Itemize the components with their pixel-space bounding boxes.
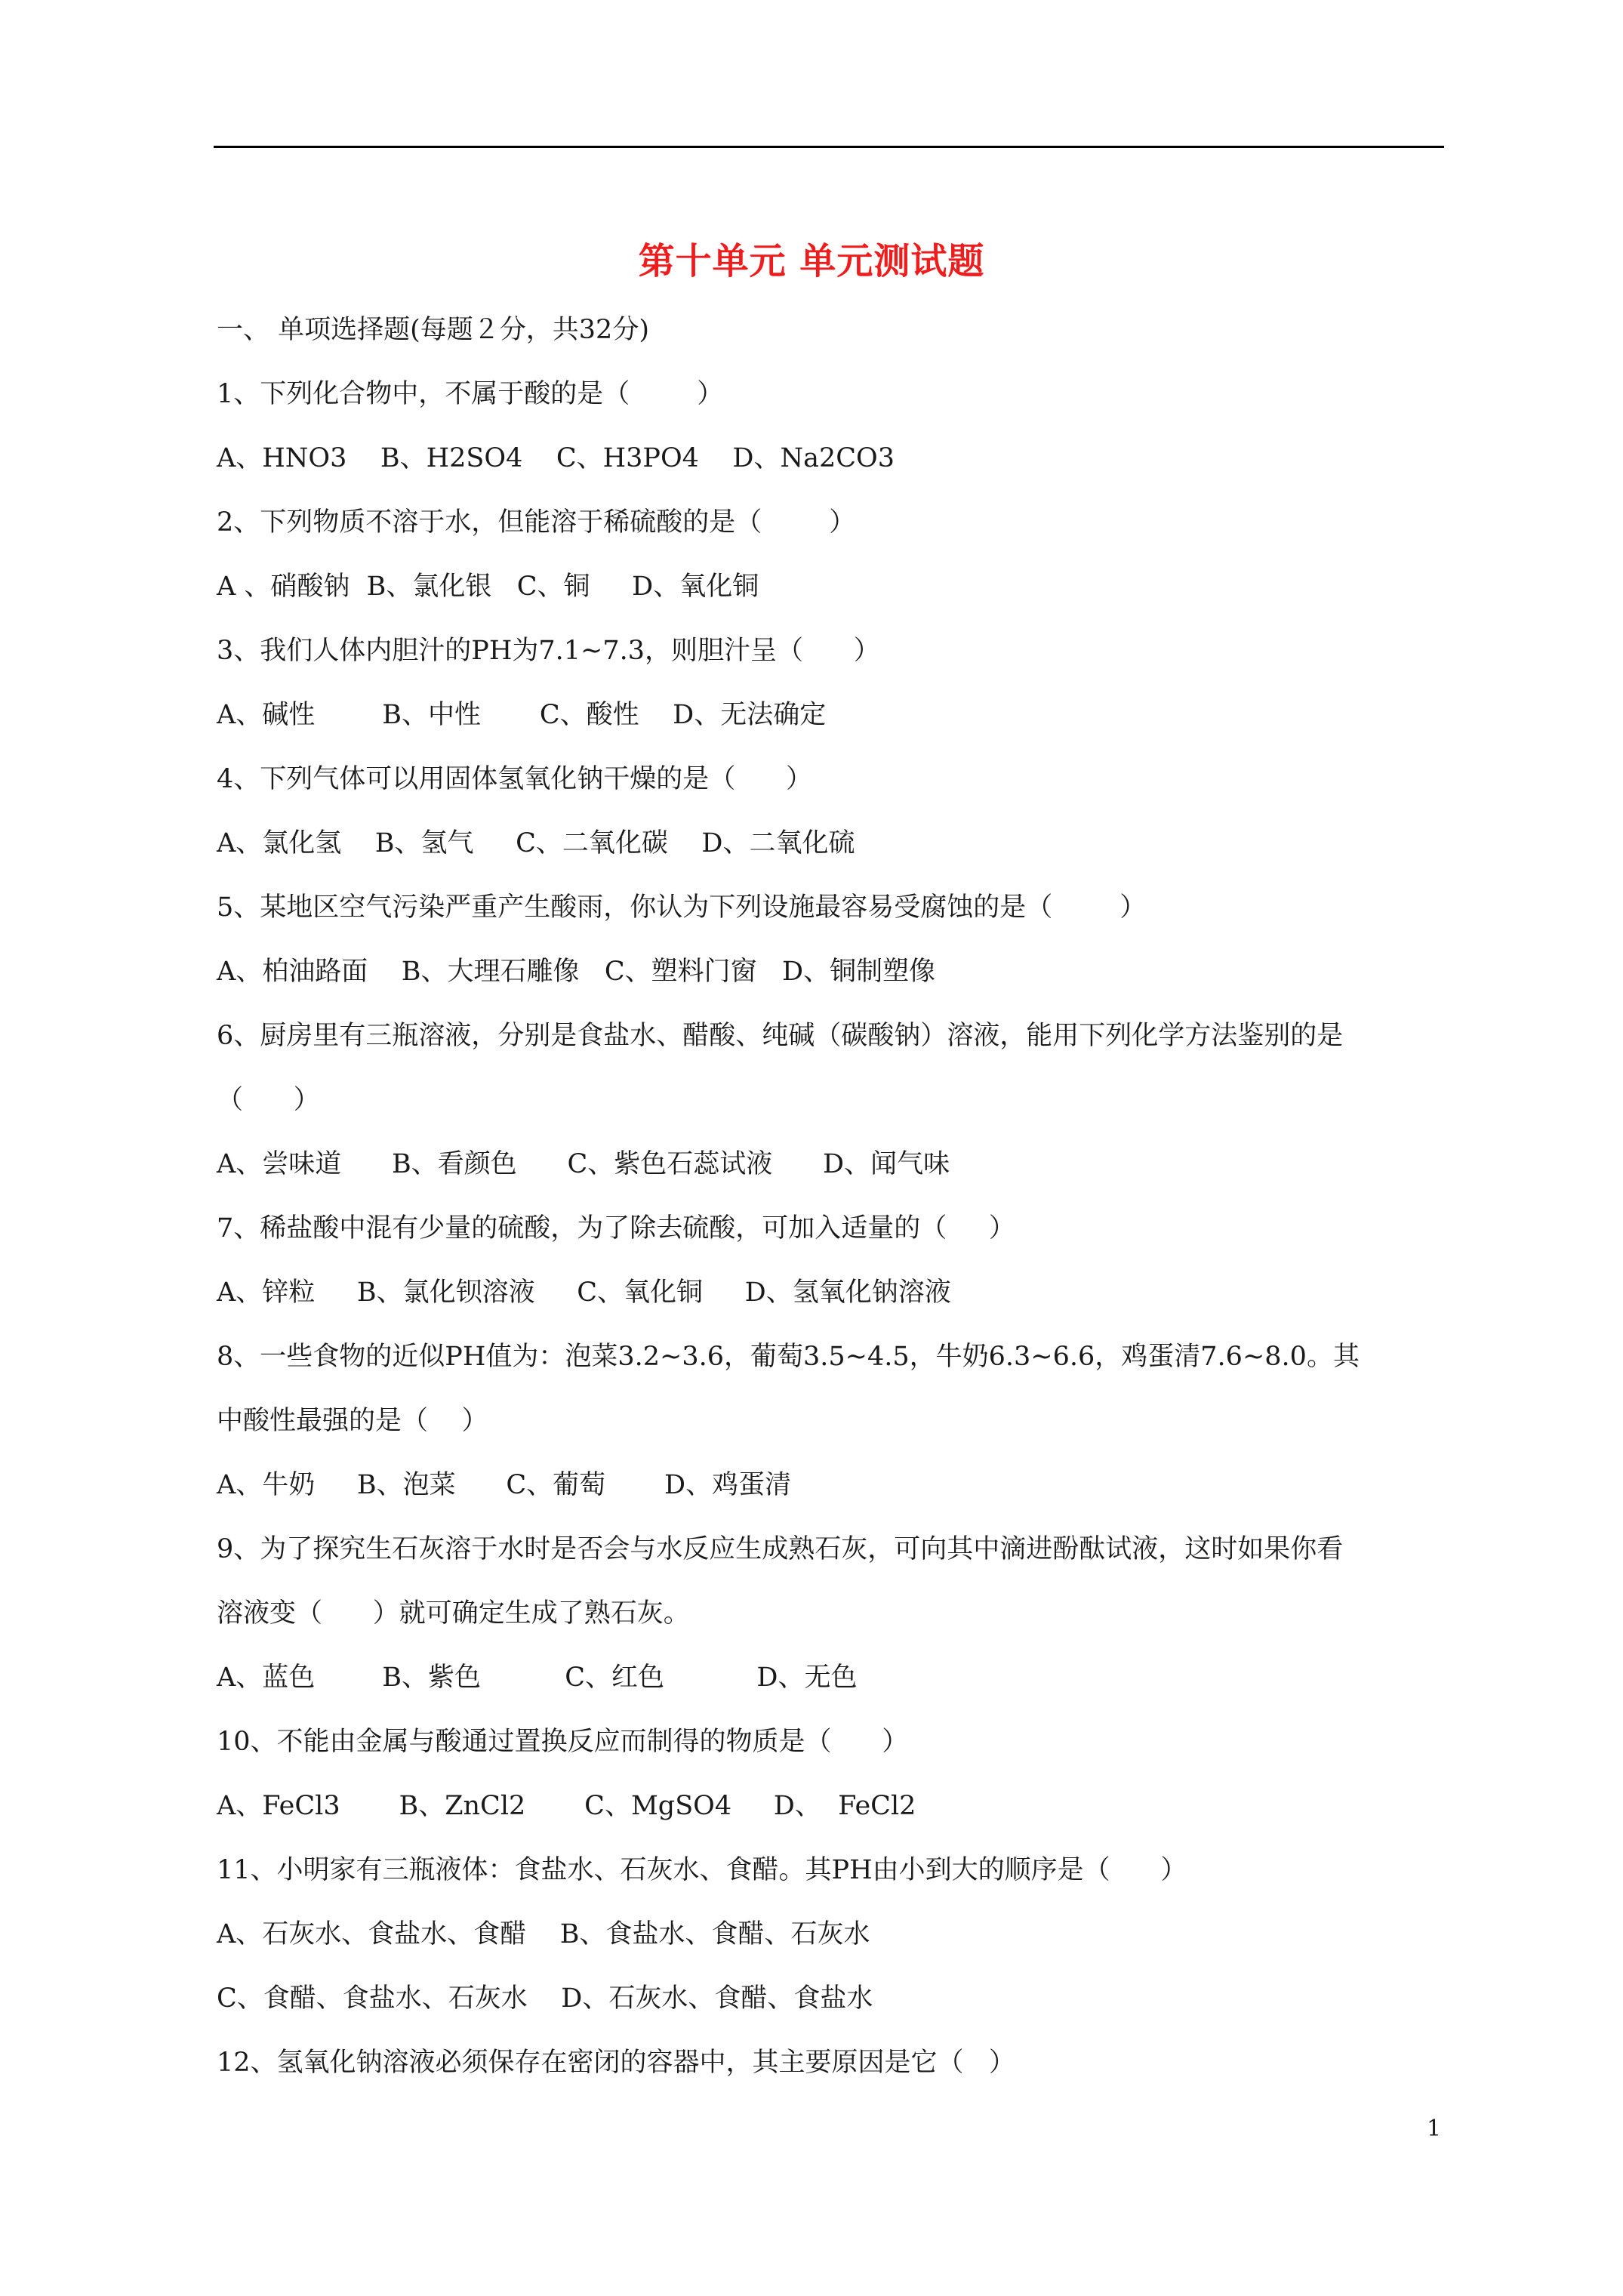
page-number: 1 (1427, 2116, 1442, 2142)
question-8: 8、一些食物的近似PH值为：泡菜3.2~3.6，葡萄3.5~4.5，牛奶6.3~6.6，鸡蛋清7.6~8.0。其 (217, 1342, 1360, 1372)
question-1: 1、下列化合物中，不属于酸的是（ ） (217, 379, 724, 409)
question-6-options: A、尝味道 B、看颜色 C、紫色石蕊试液 D、闻气味 (217, 1149, 950, 1179)
question-8-options: A、牛奶 B、泡菜 C、葡萄 D、鸡蛋清 (217, 1470, 792, 1500)
question-10-options: A、FeCl3 B、ZnCl2 C、MgSO4 D、 FeCl2 (217, 1791, 916, 1821)
page-title: 第十单元 单元测试题 (638, 240, 985, 282)
question-4: 4、下列气体可以用固体氢氧化钠干燥的是（ ） (217, 764, 813, 794)
section-heading: 一、 单项选择题(每题２分，共32分) (217, 315, 649, 345)
question-6: 6、厨房里有三瓶溶液，分别是食盐水、醋酸、纯碱（碳酸钠）溶液，能用下列化学方法鉴别的是 (217, 1021, 1344, 1051)
question-6-continued: （ ） (217, 1085, 320, 1115)
question-5: 5、某地区空气污染严重产生酸雨，你认为下列设施最容易受腐蚀的是（ ） (217, 892, 1147, 923)
question-11-options-ab: A、石灰水、食盐水、食醋 B、食盐水、食醋、石灰水 (217, 1919, 870, 1949)
question-7: 7、稀盐酸中混有少量的硫酸，为了除去硫酸，可加入适量的（ ） (217, 1213, 1015, 1244)
question-11-options-cd: C、食醋、食盐水、石灰水 D、石灰水、食醋、食盐水 (217, 1983, 873, 2014)
question-11: 11、小明家有三瓶液体：食盐水、石灰水、食醋。其PH由小到大的顺序是（ ） (217, 1855, 1187, 1885)
question-12: 12、氢氧化钠溶液必须保存在密闭的容器中，其主要原因是它（ ） (217, 2048, 1015, 2078)
question-2: 2、下列物质不溶于水，但能溶于稀硫酸的是（ ） (217, 507, 856, 538)
question-9-continued: 溶液变（ ）就可确定生成了熟石灰。 (217, 1598, 690, 1629)
question-3-options: A、碱性 B、中性 C、酸性 D、无法确定 (217, 700, 827, 730)
question-4-options: A、氯化氢 B、氢气 C、二氧化碳 D、二氧化硫 (217, 828, 855, 858)
question-list (217, 298, 1447, 2095)
question-3: 3、我们人体内胆汁的PH为7.1~7.3，则胆汁呈（ ） (217, 636, 880, 666)
question-1-options: A、HNO3 B、H2SO4 C、H3PO4 D、Na2CO3 (217, 443, 895, 473)
question-7-options: A、锌粒 B、氯化钡溶液 C、氧化铜 D、氢氧化钠溶液 (217, 1277, 951, 1308)
question-9-options: A、蓝色 B、紫色 C、红色 D、无色 (217, 1663, 858, 1693)
question-10: 10、不能由金属与酸通过置换反应而制得的物质是（ ） (217, 1727, 909, 1757)
question-9: 9、为了探究生石灰溶于水时是否会与水反应生成熟石灰，可向其中滴进酚酞试液，这时如果你看 (217, 1534, 1344, 1564)
header-rule (214, 146, 1444, 148)
question-5-options: A、柏油路面 B、大理石雕像 C、塑料门窗 D、铜制塑像 (217, 957, 936, 987)
question-8-continued: 中酸性最强的是（ ） (217, 1406, 488, 1436)
question-2-options: A 、硝酸钠 B、氯化银 C、铜 D、氧化铜 (217, 572, 759, 602)
